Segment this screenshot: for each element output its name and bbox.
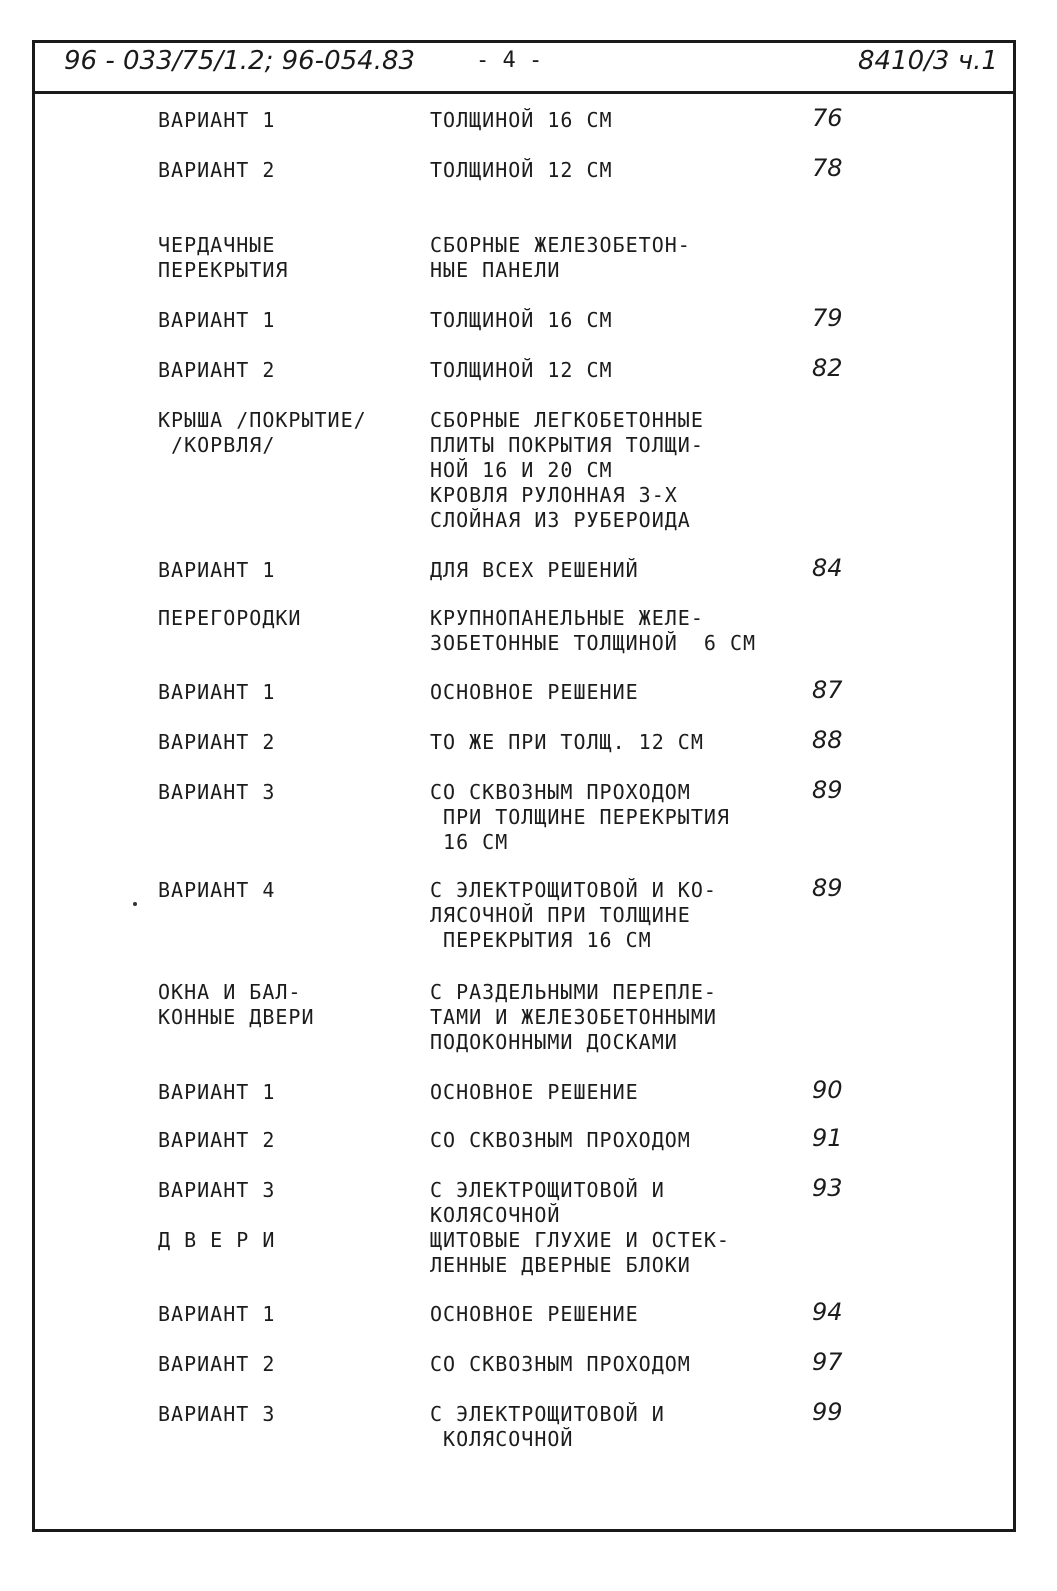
row-description: ОСНОВНОЕ РЕШЕНИЕ — [430, 680, 639, 704]
header-divider — [35, 91, 1013, 94]
row-label: КРЫША /ПОКРЫТИЕ/ /КОРВЛЯ/ — [158, 408, 367, 457]
row-label: ВАРИАНТ 2 — [158, 730, 276, 754]
row-label: ВАРИАНТ 1 — [158, 1080, 276, 1104]
row-description: ТОЛЩИНОЙ 12 СМ — [430, 358, 613, 382]
row-page-number: 93 — [812, 1174, 843, 1202]
row-label: ВАРИАНТ 1 — [158, 558, 276, 582]
row-page-number: 87 — [812, 676, 843, 704]
row-description: СБОРНЫЕ ЛЕГКОБЕТОННЫЕ ПЛИТЫ ПОКРЫТИЯ ТОЛЩИ- НОЙ 16 И 20 СМ КРОВЛЯ РУЛОННАЯ 3-Х СЛОЙНАЯ ИЗ РУБЕРОИДА — [430, 408, 704, 532]
row-description: ТОЛЩИНОЙ 16 СМ — [430, 308, 613, 332]
row-description: ОСНОВНОЕ РЕШЕНИЕ — [430, 1302, 639, 1326]
row-page-number: 91 — [812, 1124, 843, 1152]
row-label: ЧЕРДАЧНЫЕ ПЕРЕКРЫТИЯ — [158, 233, 289, 282]
page-number: - 4 - — [476, 48, 543, 73]
document-code-right: 8410/3 ч.1 — [858, 46, 998, 76]
row-page-number: 88 — [812, 726, 843, 754]
speck — [133, 902, 137, 906]
row-description: СО СКВОЗНЫМ ПРОХОДОМ ПРИ ТОЛЩИНЕ ПЕРЕКРЫТИЯ 16 СМ — [430, 780, 730, 854]
row-label: ВАРИАНТ 2 — [158, 1128, 276, 1152]
row-description: ТОЛЩИНОЙ 16 СМ — [430, 108, 613, 132]
row-description: КРУПНОПАНЕЛЬНЫЕ ЖЕЛЕ- ЗОБЕТОННЫЕ ТОЛЩИНОЙ 6 СМ — [430, 606, 757, 655]
row-page-number: 84 — [812, 554, 843, 582]
row-label: ВАРИАНТ 1 — [158, 1302, 276, 1326]
row-description: ТОЛЩИНОЙ 12 СМ — [430, 158, 613, 182]
row-page-number: 97 — [812, 1348, 843, 1376]
row-description: С ЭЛЕКТРОЩИТОВОЙ И КО- ЛЯСОЧНОЙ ПРИ ТОЛЩИНЕ ПЕРЕКРЫТИЯ 16 СМ — [430, 878, 717, 952]
row-description: С РАЗДЕЛЬНЫМИ ПЕРЕПЛЕ- ТАМИ И ЖЕЛЕЗОБЕТОННЫМИ ПОДОКОННЫМИ ДОСКАМИ — [430, 980, 717, 1054]
row-page-number: 79 — [812, 304, 843, 332]
row-label: ВАРИАНТ 3 — [158, 1402, 276, 1426]
row-label: ОКНА И БАЛ- КОННЫЕ ДВЕРИ — [158, 980, 315, 1029]
row-label: ВАРИАНТ 1 — [158, 308, 276, 332]
row-label: ВАРИАНТ 2 — [158, 158, 276, 182]
row-label: ВАРИАНТ 2 — [158, 358, 276, 382]
row-description: ОСНОВНОЕ РЕШЕНИЕ — [430, 1080, 639, 1104]
document-code-left: 96 - 033/75/1.2; 96-054.83 — [64, 46, 416, 76]
row-description: СБОРНЫЕ ЖЕЛЕЗОБЕТОН- НЫЕ ПАНЕЛИ — [430, 233, 691, 282]
row-label: ВАРИАНТ 1 — [158, 680, 276, 704]
row-page-number: 99 — [812, 1398, 843, 1426]
row-description: СО СКВОЗНЫМ ПРОХОДОМ — [430, 1352, 691, 1376]
row-label: ВАРИАНТ 4 — [158, 878, 276, 902]
row-page-number: 89 — [812, 874, 843, 902]
row-page-number: 76 — [812, 104, 843, 132]
row-description: С ЭЛЕКТРОЩИТОВОЙ И КОЛЯСОЧНОЙ — [430, 1178, 665, 1227]
row-label: ВАРИАНТ 2 — [158, 1352, 276, 1376]
row-label: ВАРИАНТ 1 — [158, 108, 276, 132]
row-description: С ЭЛЕКТРОЩИТОВОЙ И КОЛЯСОЧНОЙ — [430, 1402, 665, 1451]
row-description: ЩИТОВЫЕ ГЛУХИЕ И ОСТЕК- ЛЕННЫЕ ДВЕРНЫЕ БЛОКИ — [430, 1228, 730, 1277]
row-description: ТО ЖЕ ПРИ ТОЛЩ. 12 СМ — [430, 730, 704, 754]
row-page-number: 94 — [812, 1298, 843, 1326]
row-description: СО СКВОЗНЫМ ПРОХОДОМ — [430, 1128, 691, 1152]
row-label: ВАРИАНТ 3 — [158, 1178, 276, 1202]
row-page-number: 82 — [812, 354, 843, 382]
row-label: Д В Е Р И — [158, 1228, 276, 1252]
row-description: ДЛЯ ВСЕХ РЕШЕНИЙ — [430, 558, 639, 582]
row-page-number: 78 — [812, 154, 843, 182]
row-label: ВАРИАНТ 3 — [158, 780, 276, 804]
row-page-number: 90 — [812, 1076, 843, 1104]
row-page-number: 89 — [812, 776, 843, 804]
row-label: ПЕРЕГОРОДКИ — [158, 606, 302, 630]
